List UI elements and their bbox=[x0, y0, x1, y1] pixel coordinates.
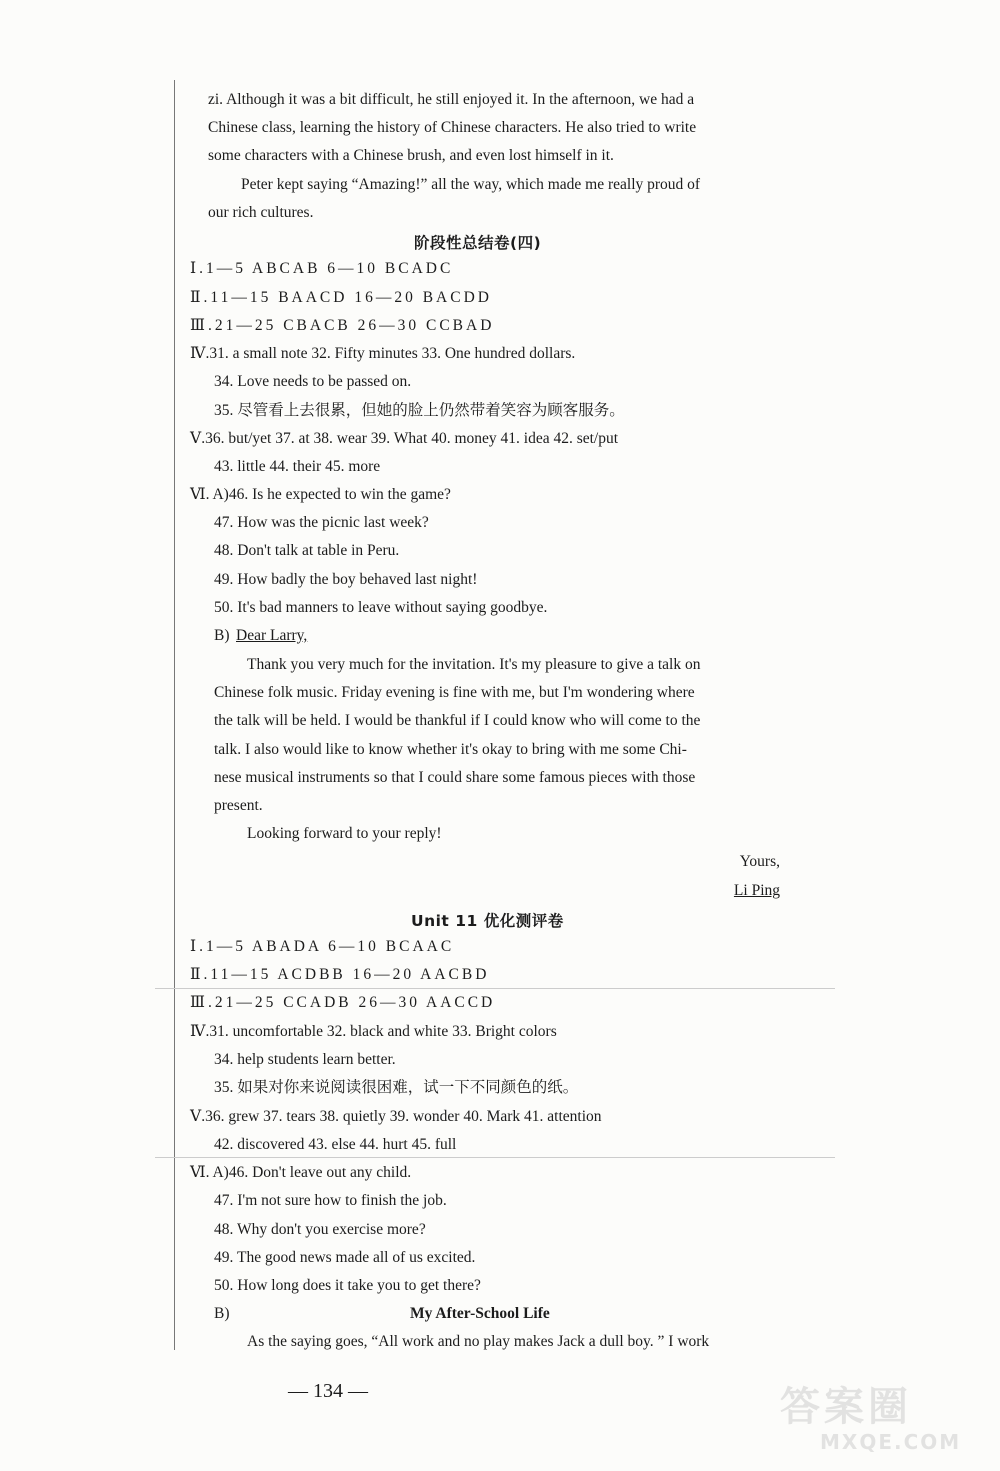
answer-line: Ⅴ.36. but/yet 37. at 38. wear 39. What 40. money 41. idea 42. set/put bbox=[190, 430, 619, 447]
answer-line: Ⅳ.31. a small note 32. Fifty minutes 33. One hundred dollars. bbox=[190, 345, 576, 362]
watermark-logo bbox=[750, 1375, 990, 1465]
scan-divider bbox=[155, 988, 835, 989]
watermark-text: 答案圈 bbox=[780, 1384, 912, 1430]
answer-line: 50. It's bad manners to leave without saying goodbye. bbox=[214, 599, 548, 616]
answer-line: 47. I'm not sure how to finish the job. bbox=[214, 1192, 447, 1209]
text-line: some characters with a Chinese brush, and even lost himself in it. bbox=[208, 147, 614, 164]
left-margin-rule bbox=[174, 80, 175, 1350]
answer-line: Ⅲ.21—25 CCADB 26—30 AACCD bbox=[190, 994, 496, 1011]
answer-line: 49. The good news made all of us excited. bbox=[214, 1249, 476, 1266]
scan-divider bbox=[155, 1157, 835, 1158]
answer-line: Ⅱ.11—15 BAACD 16—20 BACDD bbox=[190, 289, 492, 306]
letter-label: B) bbox=[214, 627, 230, 644]
section-title: Unit 11 优化测评卷 bbox=[411, 912, 564, 930]
answer-line: Ⅱ.11—15 ACDBB 16—20 AACBD bbox=[190, 966, 490, 983]
answer-line: 49. How badly the boy behaved last night! bbox=[214, 571, 478, 588]
letter-line: nese musical instruments so that I could share some famous pieces with those bbox=[214, 769, 696, 786]
answer-line: 34. Love needs to be passed on. bbox=[214, 373, 412, 390]
letter-line: Looking forward to your reply! bbox=[247, 825, 442, 842]
answer-line: Ⅴ.36. grew 37. tears 38. quietly 39. wonder 40. Mark 41. attention bbox=[190, 1108, 602, 1125]
watermark-url: MXQE.COM bbox=[820, 1430, 962, 1454]
letter-signature: Li Ping bbox=[733, 882, 780, 899]
answer-line: 35. 尽管看上去很累，但她的脸上仍然带着笑容为顾客服务。 bbox=[214, 402, 625, 419]
answer-line: Ⅵ. A)46. Don't leave out any child. bbox=[190, 1164, 412, 1181]
answer-line: 48. Why don't you exercise more? bbox=[214, 1221, 426, 1238]
answer-line: Ⅵ. A)46. Is he expected to win the game? bbox=[190, 486, 451, 503]
letter-line: present. bbox=[214, 797, 263, 814]
answer-line: 34. help students learn better. bbox=[214, 1051, 396, 1068]
answer-line: 42. discovered 43. else 44. hurt 45. full bbox=[214, 1136, 457, 1153]
essay-line: As the saying goes, “All work and no play makes Jack a dull boy. ” I work bbox=[247, 1333, 710, 1350]
letter-closing: Yours, bbox=[739, 853, 780, 870]
answer-line: 35. 如果对你来说阅读很困难，试一下不同颜色的纸。 bbox=[214, 1079, 579, 1096]
answer-line: Ⅳ.31. uncomfortable 32. black and white 33. Bright colors bbox=[190, 1023, 557, 1040]
answer-line: 48. Don't talk at table in Peru. bbox=[214, 542, 400, 559]
answer-line: Ⅰ.1—5 ABCAB 6—10 BCADC bbox=[190, 260, 454, 277]
answer-line: 43. little 44. their 45. more bbox=[214, 458, 381, 475]
letter-line: the talk will be held. I would be thankful if I could know who will come to the bbox=[214, 712, 701, 729]
text-line: Chinese class, learning the history of Chinese characters. He also tried to write bbox=[208, 119, 697, 136]
section-title: 阶段性总结卷(四) bbox=[414, 234, 542, 252]
text-line: zi. Although it was a bit difficult, he still enjoyed it. In the afternoon, we had a bbox=[208, 91, 695, 108]
text-line: Peter kept saying “Amazing!” all the way, which made me really proud of bbox=[241, 176, 701, 193]
answer-line: 47. How was the picnic last week? bbox=[214, 514, 429, 531]
letter-line: talk. I also would like to know whether it's okay to bring with me some Chi- bbox=[214, 741, 687, 758]
page-number: — 134 — bbox=[288, 1380, 368, 1402]
answer-line: Ⅲ.21—25 CBACB 26—30 CCBAD bbox=[190, 317, 495, 334]
essay-label: B) bbox=[214, 1305, 230, 1322]
letter-greeting: Dear Larry, bbox=[236, 627, 308, 644]
essay-title: My After-School Life bbox=[410, 1305, 550, 1322]
text-line: our rich cultures. bbox=[208, 204, 314, 221]
answer-line: 50. How long does it take you to get there? bbox=[214, 1277, 481, 1294]
answer-line: Ⅰ.1—5 ABADA 6—10 BCAAC bbox=[190, 938, 455, 955]
letter-line: Thank you very much for the invitation. It's my pleasure to give a talk on bbox=[247, 656, 701, 673]
letter-line: Chinese folk music. Friday evening is fine with me, but I'm wondering where bbox=[214, 684, 695, 701]
